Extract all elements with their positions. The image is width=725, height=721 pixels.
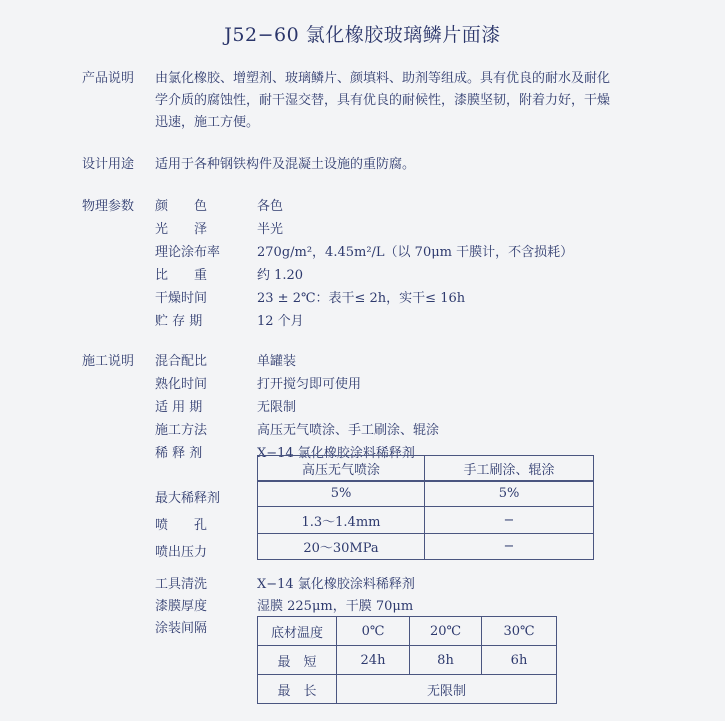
construction-value-potlife: 无限制	[257, 400, 297, 415]
interval-max-value: 无限制	[337, 675, 557, 704]
construction-key-thinner: 稀 释 剂	[155, 446, 203, 461]
physical-value-gravity: 约 1.20	[257, 268, 304, 283]
physical-value-coverage: 270g/m²，4.45m²/L（以 70μm 干膜计，不含损耗）	[257, 245, 574, 260]
spray-header-brush: 手工刷涂、辊涂	[425, 456, 594, 482]
spray-row-label-pressure: 喷出压力	[155, 545, 208, 560]
interval-header-0c: 0℃	[337, 617, 410, 646]
construction-value-thickness: 湿膜 225μm，干膜 70μm	[257, 599, 414, 614]
table-row	[258, 534, 594, 560]
spray-cell-thinner-brush: 5%	[425, 481, 594, 507]
physical-value-gloss: 半光	[257, 222, 284, 237]
interval-min-0c: 24h	[337, 646, 410, 675]
interval-header-20c: 20℃	[410, 617, 482, 646]
table-row	[258, 675, 557, 704]
spray-cell-pressure-airless: 20～30MPa	[258, 534, 425, 560]
construction-value-thinner: X−14 氯化橡胶涂料稀释剂	[257, 446, 415, 461]
construction-value-cleaning: X−14 氯化橡胶涂料稀释剂	[257, 577, 415, 592]
construction-label: 施工说明	[82, 354, 135, 369]
product-label: 产品说明	[82, 71, 135, 86]
table-row	[258, 481, 594, 507]
spray-row-label-thinner: 最大稀释剂	[155, 491, 221, 506]
construction-key-potlife: 适 用 期	[155, 400, 203, 415]
interval-min-30c: 6h	[482, 646, 557, 675]
interval-min-label: 最 短	[258, 646, 337, 675]
construction-key-mix: 混合配比	[155, 354, 208, 369]
construction-value-curing: 打开搅匀即可使用	[257, 377, 362, 392]
product-line-3: 迅速，施工方便。	[155, 115, 260, 130]
spray-row-label-nozzle: 喷 孔	[155, 518, 208, 533]
construction-key-curing: 熟化时间	[155, 377, 208, 392]
construction-key-interval: 涂装间隔	[155, 621, 208, 636]
page-title: J52−60 氯化橡胶玻璃鳞片面漆	[224, 24, 501, 46]
spray-cell-nozzle-brush: −	[425, 507, 594, 534]
physical-key-color: 颜 色	[155, 199, 208, 214]
spray-cell-thinner-airless: 5%	[258, 481, 425, 507]
construction-key-thickness: 漆膜厚度	[155, 599, 208, 614]
spray-cell-nozzle-airless: 1.3～1.4mm	[258, 507, 425, 534]
physical-key-gloss: 光 泽	[155, 222, 208, 237]
physical-value-storage: 12 个月	[257, 314, 304, 329]
spray-cell-pressure-brush: −	[425, 534, 594, 560]
physical-value-color: 各色	[257, 199, 284, 214]
table-row	[258, 646, 557, 675]
construction-key-cleaning: 工具清洗	[155, 577, 208, 592]
physical-key-coverage: 理论涂布率	[155, 245, 221, 260]
design-label: 设计用途	[82, 157, 135, 172]
physical-key-gravity: 比 重	[155, 268, 208, 283]
interval-header-30c: 30℃	[482, 617, 557, 646]
physical-value-drying: 23 ± 2℃：表干≤ 2h，实干≤ 16h	[257, 291, 466, 306]
physical-key-drying: 干燥时间	[155, 291, 208, 306]
spray-header-airless: 高压无气喷涂	[258, 456, 425, 482]
product-line-2: 学介质的腐蚀性，耐干湿交替，具有优良的耐候性，漆膜坚韧，附着力好，干燥	[155, 93, 611, 108]
construction-key-method: 施工方法	[155, 423, 208, 438]
construction-value-mix: 单罐装	[257, 354, 297, 369]
product-line-1: 由氯化橡胶、增塑剂、玻璃鳞片、颜填料、助剂等组成。具有优良的耐水及耐化	[155, 71, 611, 86]
interval-max-label: 最 长	[258, 675, 337, 704]
spray-table	[257, 480, 594, 560]
interval-min-20c: 8h	[410, 646, 482, 675]
design-text: 适用于各种钢铁构件及混凝土设施的重防腐。	[155, 157, 416, 172]
table-row	[258, 507, 594, 534]
physical-label: 物理参数	[82, 199, 135, 214]
physical-key-storage: 贮 存 期	[155, 314, 203, 329]
interval-header-substrate-temp: 底材温度	[258, 617, 337, 646]
spray-table-header	[257, 455, 594, 482]
table-row	[258, 617, 557, 646]
construction-value-method: 高压无气喷涂、手工刷涂、辊涂	[257, 423, 440, 438]
interval-table	[257, 616, 557, 704]
